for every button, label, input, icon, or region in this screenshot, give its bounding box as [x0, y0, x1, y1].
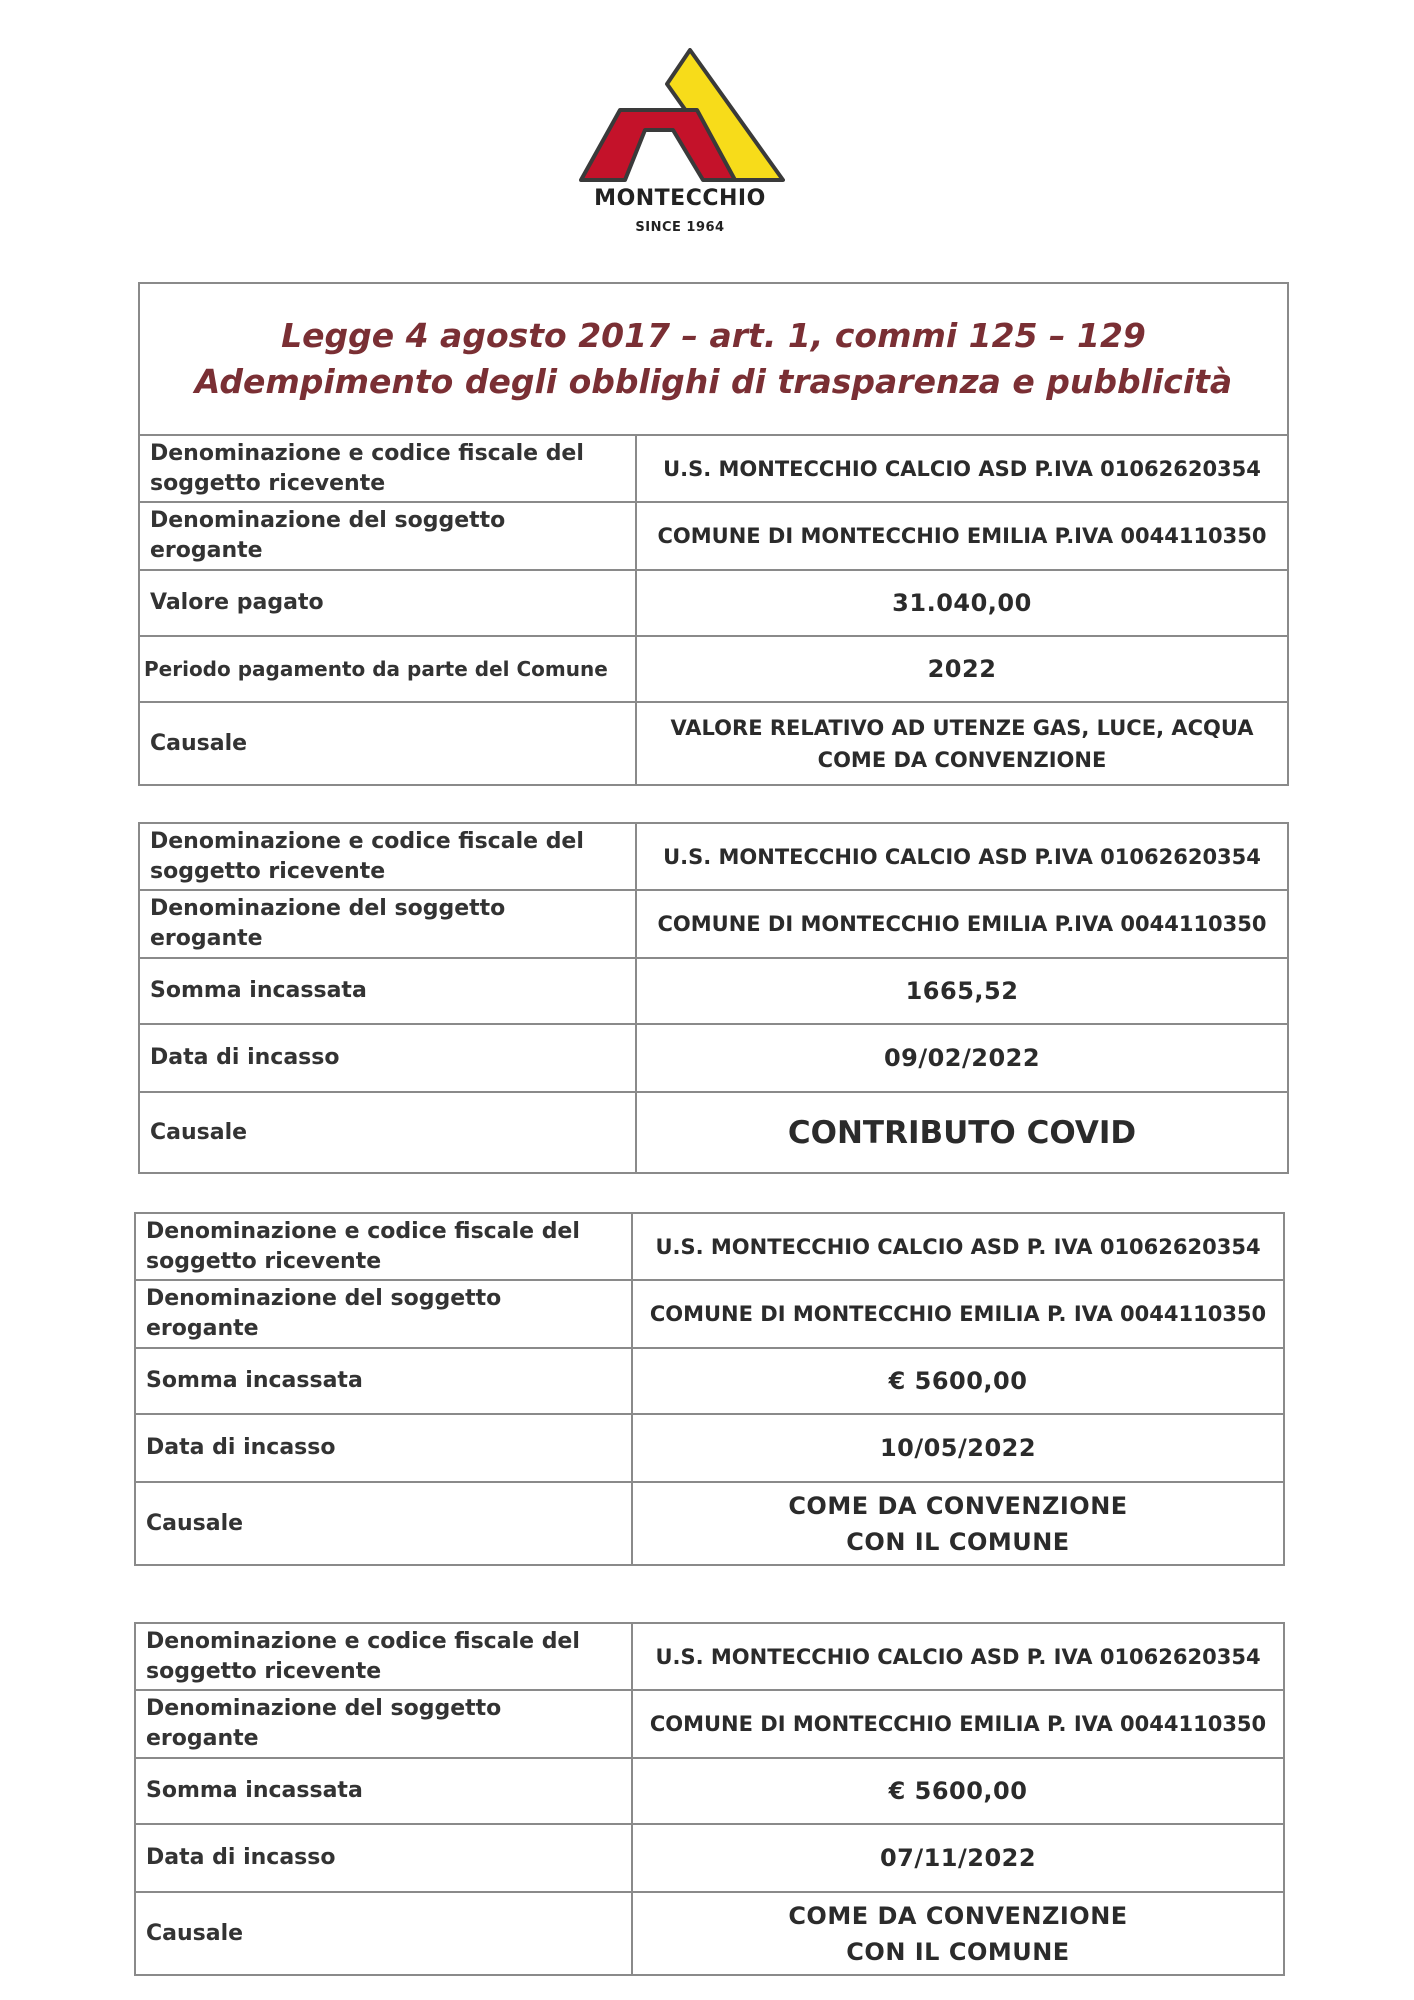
row-label: Causale: [140, 1092, 636, 1172]
table-4-body: [136, 1624, 1283, 1974]
law-header: [140, 284, 1287, 436]
table-row: [136, 1414, 1283, 1482]
row-value: [632, 1482, 1283, 1564]
causale-line-1: VALORE RELATIVO AD UTENZE GAS, LUCE, ACQUA: [670, 715, 1254, 740]
table-row: [140, 958, 1287, 1024]
logo-brand-text: MONTECCHIO: [594, 186, 766, 211]
row-value: U.S. MONTECCHIO CALCIO ASD P. IVA 01062620354: [632, 1214, 1283, 1280]
row-label: Causale: [136, 1892, 632, 1974]
row-value: COMUNE DI MONTECCHIO EMILIA P.IVA 0044110350: [636, 890, 1287, 958]
row-label: Data di incasso: [136, 1824, 632, 1892]
causale-line-2: CON IL COMUNE: [846, 1527, 1070, 1556]
table-row: [136, 1280, 1283, 1348]
table-row: [136, 1348, 1283, 1414]
table-1-body: [140, 436, 1287, 784]
logo-mark-icon: [575, 48, 785, 188]
causale-line-2: CON IL COMUNE: [846, 1937, 1070, 1966]
row-label: Causale: [136, 1482, 632, 1564]
table-row: [140, 1092, 1287, 1172]
transparency-table-2: [138, 822, 1289, 1174]
table-row: [136, 1482, 1283, 1564]
row-value: COMUNE DI MONTECCHIO EMILIA P. IVA 0044110350: [632, 1280, 1283, 1348]
row-value: COMUNE DI MONTECCHIO EMILIA P.IVA 0044110350: [636, 502, 1287, 570]
row-value: € 5600,00: [632, 1758, 1283, 1824]
row-value: 10/05/2022: [632, 1414, 1283, 1482]
row-value: [636, 702, 1287, 784]
row-label: Somma incassata: [136, 1348, 632, 1414]
row-label: Causale: [140, 702, 636, 784]
row-label: Data di incasso: [136, 1414, 632, 1482]
row-label: Denominazione del soggetto erogante: [136, 1690, 632, 1758]
table-row: [140, 436, 1287, 502]
causale-line-2: COME DA CONVENZIONE: [817, 747, 1107, 772]
table-row: [136, 1892, 1283, 1974]
table-row: [136, 1214, 1283, 1280]
table-row: [140, 636, 1287, 702]
row-label: Denominazione e codice fiscale del soggetto ricevente: [140, 436, 636, 502]
table-row: [140, 570, 1287, 636]
row-label: Denominazione del soggetto erogante: [136, 1280, 632, 1348]
table-row: [140, 502, 1287, 570]
transparency-table-4: [134, 1622, 1285, 1976]
row-value: COMUNE DI MONTECCHIO EMILIA P. IVA 0044110350: [632, 1690, 1283, 1758]
table-row: [140, 702, 1287, 784]
row-value: 2022: [636, 636, 1287, 702]
row-value: 1665,52: [636, 958, 1287, 1024]
logo-since-text: SINCE 1964: [635, 220, 725, 235]
table-row: [136, 1824, 1283, 1892]
row-value: 31.040,00: [636, 570, 1287, 636]
row-label: Denominazione del soggetto erogante: [140, 890, 636, 958]
row-value: U.S. MONTECCHIO CALCIO ASD P.IVA 01062620354: [636, 436, 1287, 502]
row-value: CONTRIBUTO COVID: [636, 1092, 1287, 1172]
table-row: [136, 1690, 1283, 1758]
causale-line-1: COME DA CONVENZIONE: [788, 1491, 1128, 1520]
row-label: Denominazione e codice fiscale del soggetto ricevente: [140, 824, 636, 890]
table-row: [140, 1024, 1287, 1092]
row-label: Denominazione e codice fiscale del soggetto ricevente: [136, 1214, 632, 1280]
row-label: Valore pagato: [140, 570, 636, 636]
transparency-table-3: [134, 1212, 1285, 1566]
row-label: Periodo pagamento da parte del Comune: [140, 636, 636, 702]
law-title: Legge 4 agosto 2017 – art. 1, commi 125 – 129: [281, 316, 1146, 355]
montecchio-logo: [575, 48, 785, 248]
row-label: Somma incassata: [140, 958, 636, 1024]
table-row: [136, 1624, 1283, 1690]
causale-line-1: COME DA CONVENZIONE: [788, 1901, 1128, 1930]
row-value: 07/11/2022: [632, 1824, 1283, 1892]
table-row: [136, 1758, 1283, 1824]
row-value: 09/02/2022: [636, 1024, 1287, 1092]
row-value: € 5600,00: [632, 1348, 1283, 1414]
row-label: Denominazione e codice fiscale del soggetto ricevente: [136, 1624, 632, 1690]
row-value: U.S. MONTECCHIO CALCIO ASD P. IVA 01062620354: [632, 1624, 1283, 1690]
transparency-table-1: [138, 282, 1289, 786]
row-value: U.S. MONTECCHIO CALCIO ASD P.IVA 01062620354: [636, 824, 1287, 890]
table-2-body: [140, 824, 1287, 1172]
table-3-body: [136, 1214, 1283, 1564]
row-value: [632, 1892, 1283, 1974]
row-label: Denominazione del soggetto erogante: [140, 502, 636, 570]
row-label: Data di incasso: [140, 1024, 636, 1092]
table-row: [140, 824, 1287, 890]
row-label: Somma incassata: [136, 1758, 632, 1824]
law-subtitle: Adempimento degli obblighi di trasparenza e pubblicità: [194, 362, 1233, 401]
table-row: [140, 890, 1287, 958]
